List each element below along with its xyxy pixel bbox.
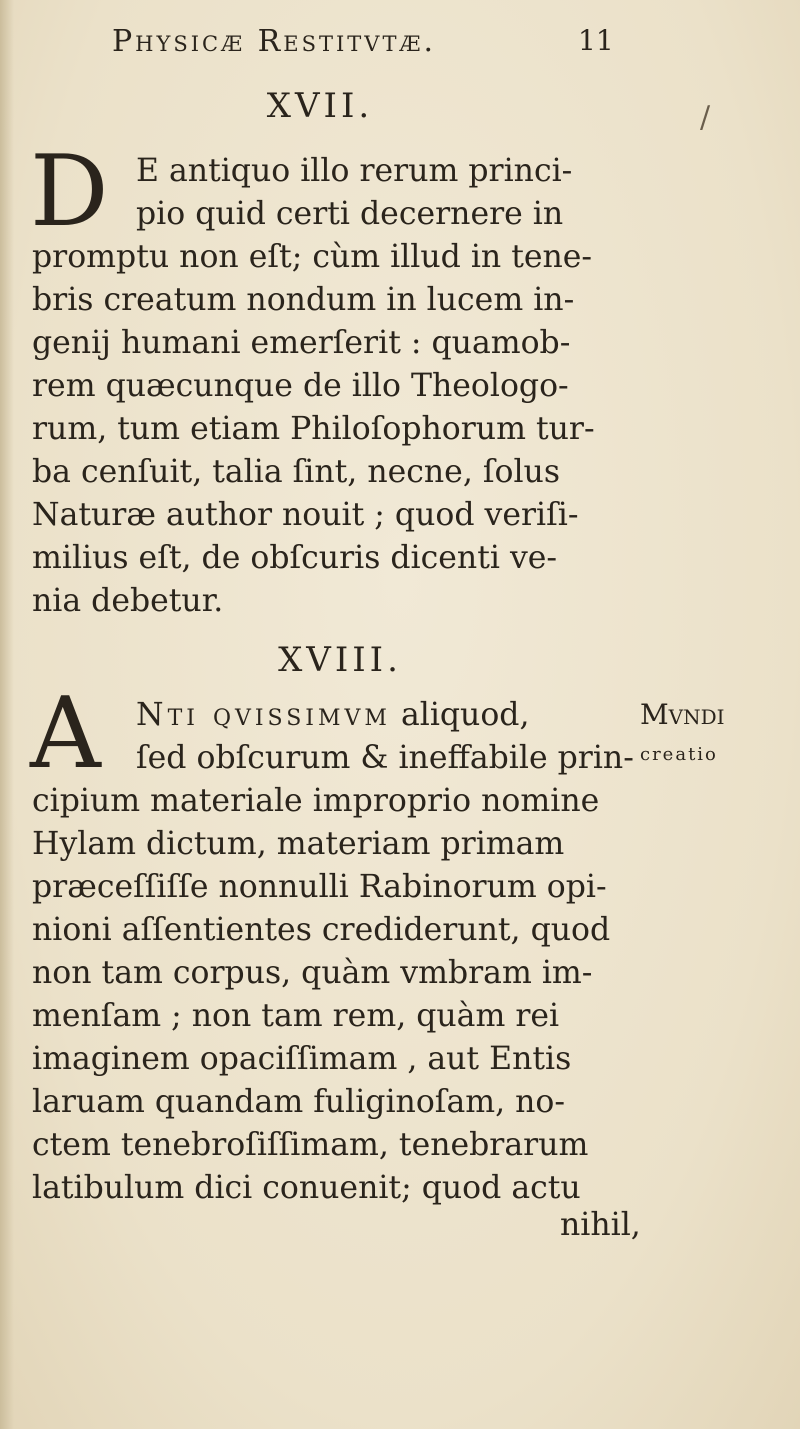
text-line: bris creatum nondum in lucem in-	[32, 282, 575, 318]
text-line: ba cenſuit, talia ſint, necne, ſolus	[32, 454, 560, 490]
text-line: genij humani emerſerit : quamob-	[32, 325, 571, 361]
text-line: latibulum dici conuenit; quod actu	[32, 1170, 581, 1206]
section-heading-xvii: XVII.	[266, 86, 374, 126]
text-line: Hylam dictum, materiam primam	[32, 826, 565, 862]
text-line: rem quæcunque de illo Theologo-	[32, 368, 569, 404]
text-line: laruam quandam fuliginoſam, no-	[32, 1084, 566, 1120]
text-line: E antiquo illo rerum princi-	[136, 153, 573, 189]
margin-note-mundi: Mvndi	[640, 698, 725, 731]
text-line: promptu non eſt; cùm illud in tene-	[32, 239, 593, 275]
text-line: ctem tenebroſiſſimam, tenebrarum	[32, 1127, 589, 1163]
text-line: menſam ; non tam rem, quàm rei	[32, 998, 560, 1034]
text-line: cipium materiale improprio nomine	[32, 783, 600, 819]
page-spine-shadow	[0, 0, 14, 1429]
text-line: rum, tum etiam Philoſophorum tur-	[32, 411, 595, 447]
drop-cap-d: D	[30, 135, 109, 249]
text-line-rest: aliquod,	[390, 697, 530, 733]
catchword: nihil,	[560, 1207, 641, 1243]
text-line: pio quid certi decernere in	[136, 196, 564, 232]
drop-cap-a: A	[30, 677, 101, 791]
text-line: ſed obſcurum & ineffabile prin-	[136, 740, 634, 776]
text-line: nia debetur.	[32, 583, 224, 619]
stray-mark: /	[700, 100, 711, 135]
section-xvii-text	[30, 135, 642, 623]
text-line: præceſſiſſe nonnulli Rabinorum opi-	[32, 869, 607, 905]
text-line: imaginem opaciſſimam , aut Entis	[32, 1041, 572, 1077]
section-xviii-text	[32, 694, 642, 1210]
smallcaps-opening: Nti qvissimvm	[136, 697, 391, 733]
text-line: non tam corpus, quàm vmbram im-	[32, 955, 593, 991]
text-line	[32, 694, 642, 737]
running-title: Physicæ Restitvtæ.	[112, 24, 437, 59]
section-heading-xviii: XVIII.	[278, 640, 402, 680]
text-line: milius eſt, de obſcuris dicenti ve-	[32, 540, 558, 576]
text-line: nioni aſſentientes crediderunt, quod	[32, 912, 611, 948]
margin-note-creatio: creatio	[640, 744, 718, 765]
text-line: Naturæ author nouit ; quod veriſi-	[32, 497, 579, 533]
page-number: 11	[578, 24, 614, 57]
